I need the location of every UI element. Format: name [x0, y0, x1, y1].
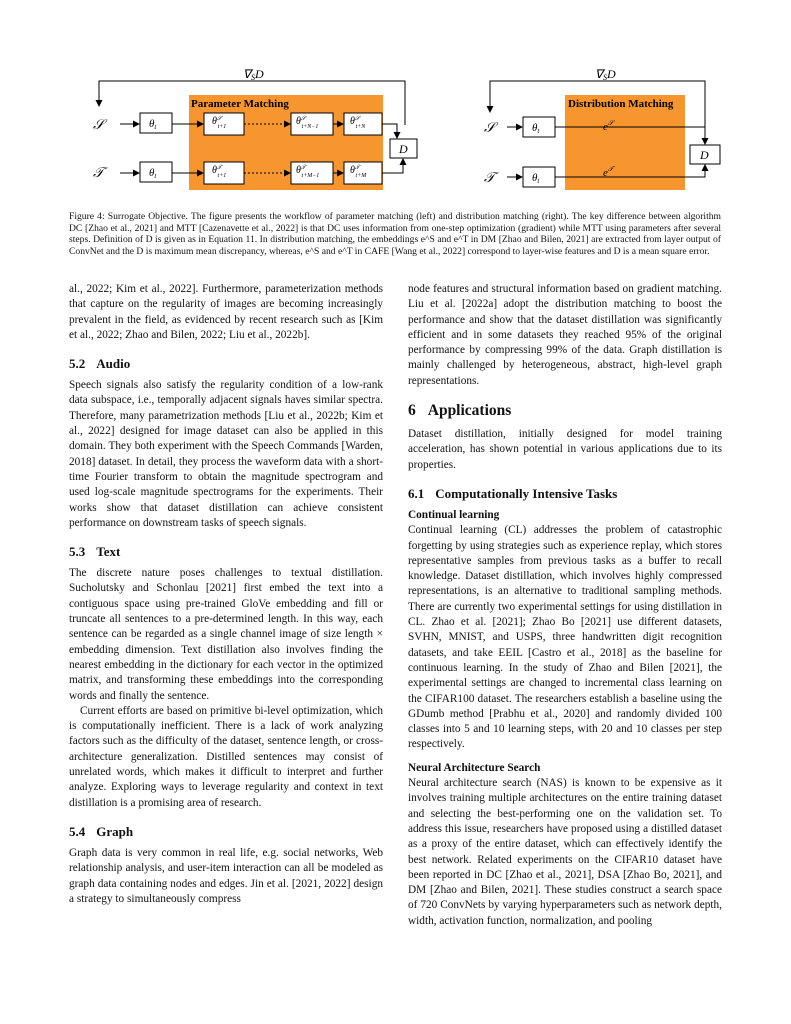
subheading-nas: Neural Architecture Search: [408, 761, 541, 774]
section-5-4-heading: 5.4 Graph: [69, 823, 134, 839]
gradient-label-right: ∇SD: [595, 67, 616, 82]
theta-t-S-right: θt: [532, 122, 540, 135]
parameter-matching-diagram: [93, 67, 417, 190]
parameter-matching-banner: Parameter Matching: [191, 98, 289, 110]
theta-S-tN-1: $\theta^𝒮$ t+N−1: [296, 116, 319, 130]
left-column: [69, 282, 383, 907]
distribution-matching-banner: Distribution Matching: [568, 98, 674, 110]
theta-t-S-left: θt: [149, 118, 157, 131]
section-5-2-heading: 5.2 Audio: [69, 356, 131, 372]
paragraph-audio: Speech signals also satisfy the regularity condition of a low-rank data subspace, i.e., temporally adjacent signals haves similar spectra. Therefore, many parametrization methods [Liu et al., 2022b; Kim et al., 2022] designed for image dataset can also be applied in this domain. They both experiment with the Speech Commands [Warden, 2018] dataset. In detail, they process the waveform data with a short-time Fourier transform to obtain the magnitude spectrogram and used log-scale magnitude spectrograms for the experiments. Their works show that dataset distillation can achieve consistent performance on downstream tasks of speech signals.: [69, 379, 383, 529]
D-box-right: D: [700, 148, 709, 162]
theta-S-tN: $\theta^𝒮$ t+N: [350, 116, 366, 130]
D-box-left: D: [399, 142, 408, 156]
embedding-eT: $e^𝒯$: [603, 165, 614, 179]
paragraph-continual-learning: Continual learning (CL) addresses the problem of catastrophic forgetting by using strategies such as experience replay, which stores representative samples from previous tasks as a buffer to recall knowledge. Dataset distillation, which involves highly compressed representations, is an alternative to traditional sampling methods. There are currently two experimental settings for using distillation in CL. Zhao et al. [2021]; Zhao Bo [2021] use different datasets, SVHN, MNIST, and USPS, three handwritten digit recognition datasets, and take EEIL [Castro et al., 2018] as the baseline for continuous learning. In the study of Zhao and Bilen [2021], the experimental settings are changed to incremental class learning on the CIFAR100 dataset. The researchers establish a baseline using the GDumb method [Prabhu et al., 2020] and randomly divided 100 classes into 5 and 10 learning steps, with 20 and 10 classes per step respectively.: [408, 524, 722, 751]
source-S-right: 𝒮: [484, 121, 495, 136]
source-S-left: 𝒮: [93, 118, 104, 133]
paragraph-nas: Neural architecture search (NAS) is known to be expensive as it involves training multiple architectures on the entire training dataset and selecting the best-performing one on the validation set. To address this issue, researchers have proposed using a distilled dataset as a proxy of the entire dataset, which can effectively identify the best network. Related experiments on the CIFAR10 dataset have been reported in DC [Zhao et al., 2021], DSA [Zhao Bo, 2021], and DM [Zhao and Bilen, 2021]. These studies construct a search space of 720 ConvNets by varying hyperparameters such as network depth, width, activation function, normalization, and pooling: [408, 777, 722, 927]
paragraph-graph: Graph data is very common in real life, e.g. social networks, Web relationship analysis, and user-item interaction can all be modeled as graph data containing nodes and edges. Jin et al. [2021, 2022] design a strategy to simultaneously compress: [69, 846, 383, 905]
gradient-label-left: ∇SD: [243, 67, 264, 82]
paragraph-graph-cont: node features and structural information based on gradient matching. Liu et al. [2022a] adopt the distribution matching to boost the performance and show that the dataset distillation was significantly efficient and in some datasets they reached 95% of the original performance by compressing 99% of the data. Graph distillation is mainly challenged by heterogeneous, abstract, high-level graph representations.: [408, 283, 722, 387]
theta-t-T-right: θt: [532, 172, 540, 185]
section-6-1-heading: 6.1 Computationally Intensive Tasks: [408, 485, 618, 501]
theta-T-tM: $\theta^𝒯$ t+M: [350, 165, 367, 179]
theta-T-tM-1: $\theta^𝒯$ t+M−1: [296, 165, 320, 179]
figure-surrogate-objective: [0, 0, 791, 210]
paragraph-parameterization-cont: al., 2022; Kim et al., 2022]. Furthermore, parameterization methods that capture on the regularity of images are becoming increasingly prevalent in the field, as evidenced by recent research such as [Kim et al., 2022; Zhao and Bilen, 2022; Liu et al., 2022b].: [69, 283, 383, 341]
paragraph-text-1: The discrete nature poses challenges to textual distillation. Sucholutsky and Schonlau [2021] first embed the text into a contiguous space using pre-trained GloVe embedding and fill or truncate all sentences to a pre-determined length. In this way, each sentence can be regarded as a single channel image of size length × embedding dimension. Text distillation also involves finding the nearest embedding in the dictionary for each vector in the optimized matrix, and transforming these embeddings into the corresponding words and finally the sentence.: [69, 567, 383, 702]
theta-t-T-left: θt: [149, 167, 157, 180]
figure-caption: Figure 4: Surrogate Objective. The figure presents the workflow of parameter matching (left) and distribution matching (right). The key difference between algorithm DC [Zhao et al., 2021] and MTT [Cazenavette et al., 2022] is that DC uses information from one-step optimization (gradient) while MTT using parameters after several steps. Definition of D is given as in Equation 11. In distribution matching, the embeddings e^S and e^T in DM [Zhao and Bilen, 2021] are extracted from layer output of ConvNet and the D is maximum mean discrepancy, whereas, e^S and e^T in CAFE [Wang et al., 2022] correspond to layer-wise features and D is a mean square error.: [69, 211, 721, 257]
theta-T-t1: $\theta^𝒯$ t+1: [212, 165, 227, 179]
right-column: [408, 282, 722, 929]
paragraph-text-2: Current efforts are based on primitive bi-level optimization, which is computationally inefficient. There is a lack of work analyzing factors such as the difficulty of the dataset, sentence length, or cross-architecture generalization. Distilled sentences may consist of unrelated words, which makes it difficult to interpret and further analyze. Exploring ways to leverage regularity and context in text distillation is a promising area of research.: [69, 704, 383, 809]
embedding-eS: $e^𝒮$: [603, 119, 614, 133]
source-T-left: 𝒯: [93, 166, 104, 181]
theta-S-t1: $\theta^𝒮$ t+1: [212, 116, 227, 130]
paragraph-applications: Dataset distillation, initially designed for model training acceleration, has shown potential in various applications due to its properties.: [408, 428, 722, 471]
section-5-3-heading: 5.3 Text: [69, 544, 121, 560]
source-T-right: 𝒯: [484, 171, 495, 186]
subheading-continual-learning: Continual learning: [408, 508, 500, 521]
distribution-matching-diagram: [484, 67, 720, 190]
section-6-heading: 6 Applications: [408, 402, 512, 420]
